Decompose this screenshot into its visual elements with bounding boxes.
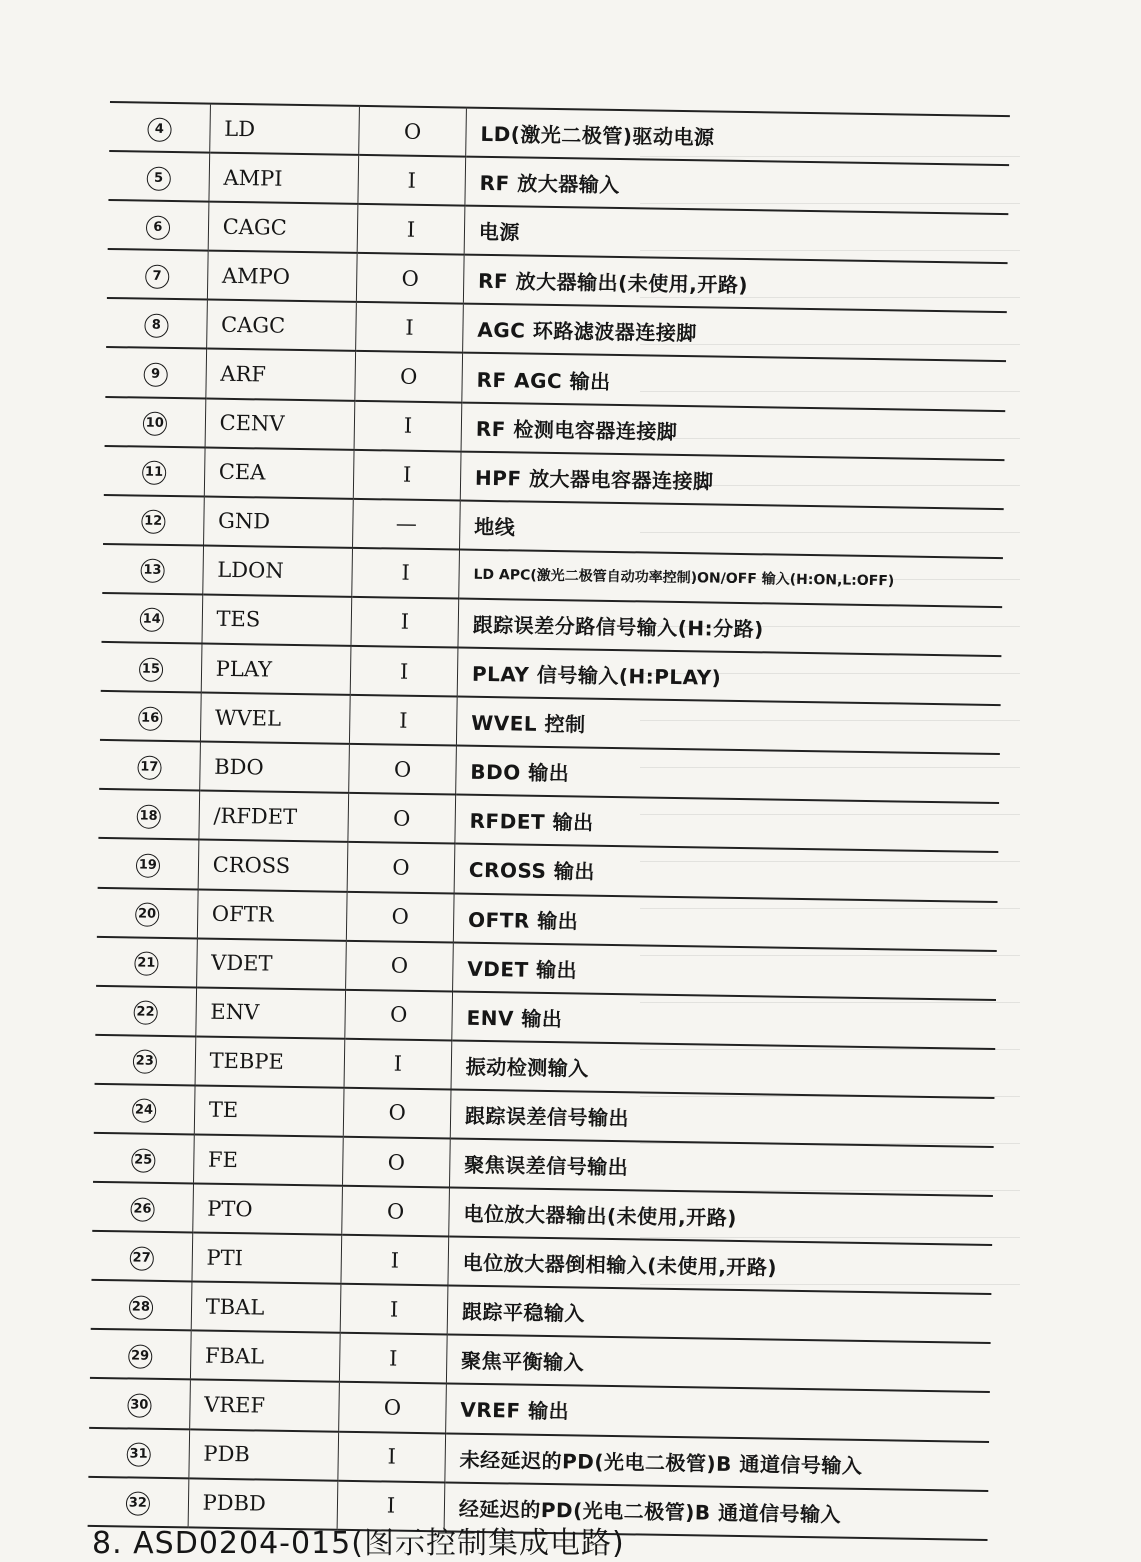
pin-io-direction: I — [338, 1431, 446, 1482]
pin-io-direction: O — [349, 744, 457, 795]
pin-function: RFDET 输出 — [455, 795, 999, 853]
pin-io-direction: I — [351, 597, 459, 648]
pin-function: 地线 — [459, 500, 1003, 558]
pin-io-direction: O — [359, 106, 467, 157]
pin-number-cell — [98, 838, 199, 889]
pin-table-body — [88, 102, 1010, 1540]
pin-symbol: PDB — [189, 1429, 339, 1480]
pin-symbol: PTO — [192, 1184, 342, 1235]
pin-symbol: CROSS — [198, 840, 348, 891]
pin-number: 10 — [143, 412, 167, 436]
pin-number: 24 — [132, 1099, 156, 1123]
pin-io-direction: I — [352, 548, 460, 599]
pin-number: 32 — [126, 1492, 150, 1516]
section-heading: 8. ASD0204-015(图示控制集成电路) — [92, 1526, 625, 1561]
pin-symbol: AMPI — [209, 153, 359, 204]
pin-symbol: TEBPE — [195, 1036, 345, 1087]
pin-function: WVEL 控制 — [456, 697, 1000, 755]
pin-function: 跟踪误差分路信号输入(H:分路) — [458, 598, 1002, 656]
pin-io-direction: O — [357, 253, 465, 304]
pin-function: RF AGC 输出 — [462, 353, 1006, 411]
pin-io-direction: I — [340, 1333, 448, 1384]
pin-number-cell — [91, 1231, 192, 1282]
pin-symbol: CEA — [204, 447, 354, 498]
pin-number-cell — [100, 691, 201, 742]
pin-number: 21 — [134, 952, 158, 976]
pin-io-direction: I — [341, 1235, 449, 1286]
pin-number: 22 — [133, 1001, 157, 1025]
pin-io-direction: I — [357, 204, 465, 255]
pin-number-cell — [88, 1427, 189, 1478]
pin-number-cell — [104, 446, 205, 497]
pin-number-cell — [105, 397, 206, 448]
pin-symbol: OFTR — [197, 889, 347, 940]
pin-function: 振动检测输入 — [451, 1040, 995, 1098]
pin-function: 聚焦平衡输入 — [446, 1335, 990, 1393]
pin-symbol: BDO — [199, 742, 349, 793]
pin-number: 18 — [136, 804, 160, 828]
pin-function: 电源 — [464, 206, 1008, 264]
pin-function-table — [88, 101, 1010, 1541]
pin-symbol: TE — [194, 1085, 344, 1136]
pin-number: 26 — [130, 1197, 154, 1221]
pin-number-cell — [96, 936, 197, 987]
pin-io-direction: O — [348, 793, 456, 844]
pin-number-cell — [98, 789, 199, 840]
pin-number: 14 — [139, 608, 163, 632]
pin-function: OFTR 输出 — [453, 893, 997, 951]
pin-number-cell — [89, 1378, 190, 1429]
pin-function: RF 放大器输入 — [465, 157, 1009, 215]
pin-number: 17 — [137, 755, 161, 779]
pin-symbol: LDON — [202, 545, 352, 596]
pin-symbol: LD — [209, 104, 359, 155]
pin-io-direction: I — [358, 155, 466, 206]
pin-function: PLAY 信号输入(H:PLAY) — [457, 648, 1001, 706]
pin-io-direction: O — [343, 1088, 451, 1139]
pin-function: HPF 放大器电容器连接脚 — [460, 451, 1004, 509]
pin-number-cell — [92, 1182, 193, 1233]
pin-number-cell — [102, 593, 203, 644]
pin-io-direction: O — [355, 351, 463, 402]
pin-io-direction: I — [350, 695, 458, 746]
pin-symbol: TBAL — [191, 1282, 341, 1333]
pin-number-cell — [95, 986, 196, 1037]
pin-symbol: FBAL — [190, 1331, 340, 1382]
pin-number: 20 — [135, 903, 159, 927]
pin-function: 经延迟的PD(光电二极管)B 通道信号输入 — [444, 1482, 988, 1540]
pin-function: LD(激光二极管)驱动电源 — [466, 108, 1010, 166]
pin-function: 跟踪平稳输入 — [447, 1286, 991, 1344]
pin-io-direction: I — [337, 1480, 445, 1531]
pin-symbol: ARF — [206, 349, 356, 400]
pin-number: 25 — [131, 1148, 155, 1172]
pin-number: 16 — [138, 706, 162, 730]
pin-number: 23 — [133, 1050, 157, 1074]
pin-number: 28 — [129, 1295, 153, 1319]
pin-symbol: CENV — [205, 398, 355, 449]
pin-number-cell — [102, 544, 203, 595]
pin-io-direction: I — [350, 646, 458, 697]
pin-number-cell — [90, 1329, 191, 1380]
pin-symbol: /RFDET — [199, 791, 349, 842]
pin-function: CROSS 输出 — [454, 844, 998, 902]
pin-number-cell — [94, 1084, 195, 1135]
pin-number-cell — [93, 1133, 194, 1184]
pin-symbol: PLAY — [201, 644, 351, 695]
pin-io-direction: O — [346, 891, 454, 942]
pin-number-cell — [109, 102, 210, 153]
pin-io-direction: O — [346, 940, 454, 991]
pin-number: 11 — [142, 461, 166, 485]
pin-number: 5 — [146, 166, 170, 190]
pin-number: 27 — [129, 1246, 153, 1270]
pin-symbol: AMPO — [207, 251, 357, 302]
pin-number: 31 — [126, 1443, 150, 1467]
pin-number: 6 — [146, 215, 170, 239]
pin-number-cell — [105, 347, 206, 398]
pin-function: 电位放大器倒相输入(未使用,开路) — [448, 1237, 992, 1295]
pin-function: RF 检测电容器连接脚 — [461, 402, 1005, 460]
pin-number: 12 — [141, 510, 165, 534]
pin-io-direction: I — [354, 400, 462, 451]
pin-number-cell — [99, 740, 200, 791]
pin-function: LD APC(激光二极管自动功率控制)ON/OFF 输入(H:ON,L:OFF) — [459, 549, 1003, 607]
pin-symbol: CAGC — [206, 300, 356, 351]
pin-function: 聚焦误差信号输出 — [449, 1138, 993, 1196]
pin-number-cell — [106, 298, 207, 349]
pin-number-cell — [103, 495, 204, 546]
pin-function: ENV 输出 — [452, 991, 996, 1049]
pin-number: 30 — [127, 1393, 151, 1417]
pin-number: 19 — [136, 853, 160, 877]
pin-number-cell — [97, 887, 198, 938]
pin-symbol: GND — [203, 496, 353, 547]
pin-symbol: VREF — [189, 1380, 339, 1431]
pin-symbol: ENV — [195, 987, 345, 1038]
pin-number: 7 — [145, 264, 169, 288]
pin-symbol: FE — [193, 1134, 343, 1185]
pin-function: 未经延迟的PD(光电二极管)B 通道信号输入 — [445, 1433, 989, 1491]
pin-io-direction: I — [344, 1039, 452, 1090]
pin-io-direction: O — [345, 989, 453, 1040]
pin-io-direction: — — [353, 499, 461, 550]
pin-io-direction: I — [353, 450, 461, 501]
pin-function: 跟踪误差信号输出 — [450, 1089, 994, 1147]
pin-number-cell — [107, 249, 208, 300]
pin-io-direction: I — [356, 302, 464, 353]
pin-function: AGC 环路滤波器连接脚 — [462, 304, 1006, 362]
pin-symbol: PTI — [192, 1233, 342, 1284]
pin-io-direction: O — [339, 1382, 447, 1433]
pin-function: RF 放大器输出(未使用,开路) — [463, 255, 1007, 313]
pin-number-cell — [108, 200, 209, 251]
pin-io-direction: O — [342, 1186, 450, 1237]
pin-number: 15 — [139, 657, 163, 681]
pin-function: 电位放大器输出(未使用,开路) — [449, 1188, 993, 1246]
pin-number: 29 — [128, 1344, 152, 1368]
pin-number-cell — [101, 642, 202, 693]
pin-number: 8 — [144, 313, 168, 337]
pin-function: VREF 输出 — [446, 1384, 990, 1442]
pin-symbol: PDBD — [188, 1478, 338, 1529]
pin-symbol: VDET — [196, 938, 346, 989]
pin-io-direction: I — [340, 1284, 448, 1335]
pin-number-cell — [95, 1035, 196, 1086]
pin-function: BDO 输出 — [456, 746, 1000, 804]
pin-io-direction: O — [343, 1137, 451, 1188]
pin-number: 9 — [143, 363, 167, 387]
pin-number: 4 — [147, 117, 171, 141]
pin-number-cell — [108, 151, 209, 202]
pin-number: 13 — [140, 559, 164, 583]
pin-io-direction: O — [347, 842, 455, 893]
pin-symbol: TES — [202, 594, 352, 645]
pin-function: VDET 输出 — [452, 942, 996, 1000]
pin-symbol: CAGC — [208, 202, 358, 253]
pin-symbol: WVEL — [200, 693, 350, 744]
pin-number-cell — [91, 1280, 192, 1331]
